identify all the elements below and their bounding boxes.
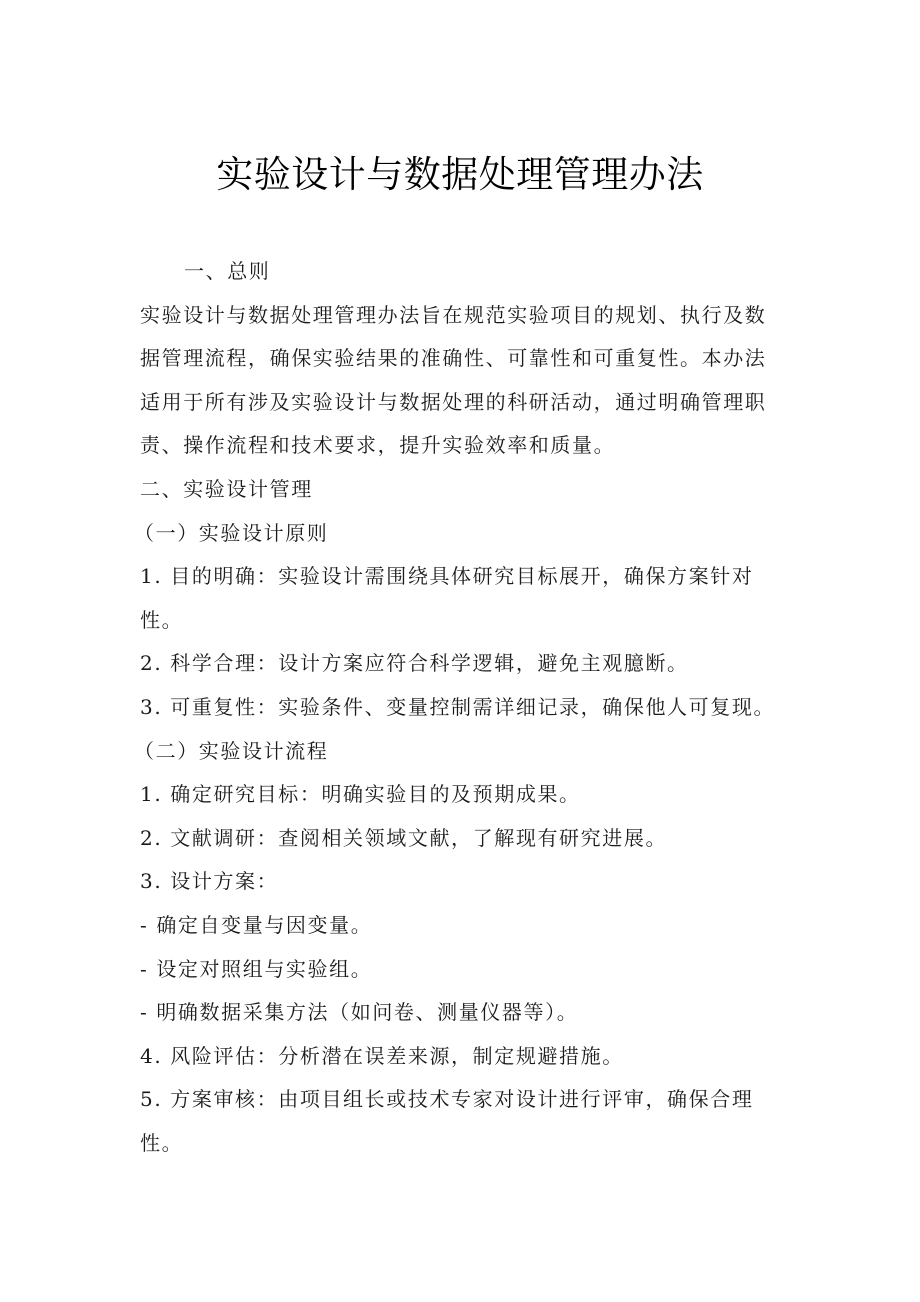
- section-heading-general: 一、总则: [184, 259, 271, 283]
- list-item: 1. 目的明确：实验设计需围绕具体研究目标展开，确保方案针对: [140, 564, 754, 589]
- paragraph-line: 责、操作流程和技术要求，提升实验效率和质量。: [140, 433, 616, 458]
- list-item-continuation: 性。: [140, 607, 184, 632]
- list-item: 1. 确定研究目标：明确实验目的及预期成果。: [140, 782, 581, 807]
- paragraph-line: 实验设计与数据处理管理办法旨在规范实验项目的规划、执行及数: [140, 302, 767, 327]
- paragraph-line: 据管理流程，确保实验结果的准确性、可靠性和可重复性。本办法: [140, 346, 767, 371]
- subsection-heading-process: （二）实验设计流程: [134, 738, 329, 763]
- subsection-heading-principles: （一）实验设计原则: [134, 520, 329, 545]
- list-item: 2. 科学合理：设计方案应符合科学逻辑，避免主观臆断。: [140, 651, 689, 676]
- section-heading-design-management: 二、实验设计管理: [140, 476, 313, 501]
- document-title: 实验设计与数据处理管理办法: [216, 153, 704, 196]
- paragraph-line: 适用于所有涉及实验设计与数据处理的科研活动，通过明确管理职: [140, 389, 767, 414]
- list-item-continuation: 性。: [140, 1130, 184, 1155]
- list-item: 4. 风险评估：分析潜在误差来源，制定规避措施。: [140, 1043, 624, 1068]
- list-item: 3. 可重复性：实验条件、变量控制需详细记录，确保他人可复现。: [140, 694, 776, 719]
- document-body: [134, 256, 780, 1171]
- list-item: 5. 方案审核：由项目组长或技术专家对设计进行评审，确保合理: [140, 1087, 754, 1112]
- bullet-item: - 确定自变量与因变量。: [140, 912, 373, 937]
- list-item: 3. 设计方案：: [140, 869, 279, 894]
- list-item: 2. 文献调研：查阅相关领域文献，了解现有研究进展。: [140, 825, 668, 850]
- bullet-item: - 明确数据采集方法（如问卷、测量仪器等）。: [140, 1000, 579, 1025]
- bullet-item: - 设定对照组与实验组。: [140, 956, 373, 981]
